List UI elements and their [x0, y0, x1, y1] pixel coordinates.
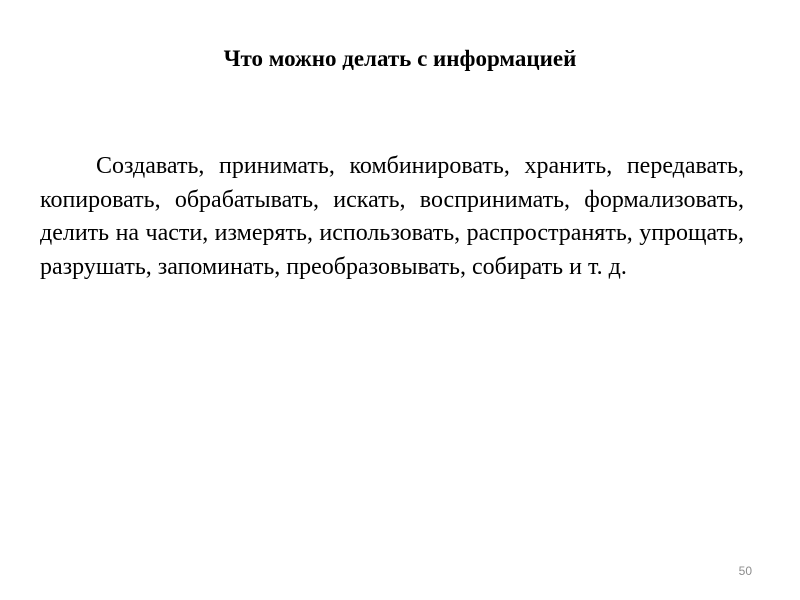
- slide-body-text: Создавать, принимать, комбинировать, хранить, передавать, копировать, обрабатывать, искать, воспринимать, формализовать, делить на части, измерять, использовать, распространять, упрощать, разрушать, запоминать, преобразовывать, собирать и т. д.: [40, 153, 744, 280]
- slide-title: Что можно делать с информацией: [223, 46, 577, 71]
- page-number: 50: [738, 564, 752, 578]
